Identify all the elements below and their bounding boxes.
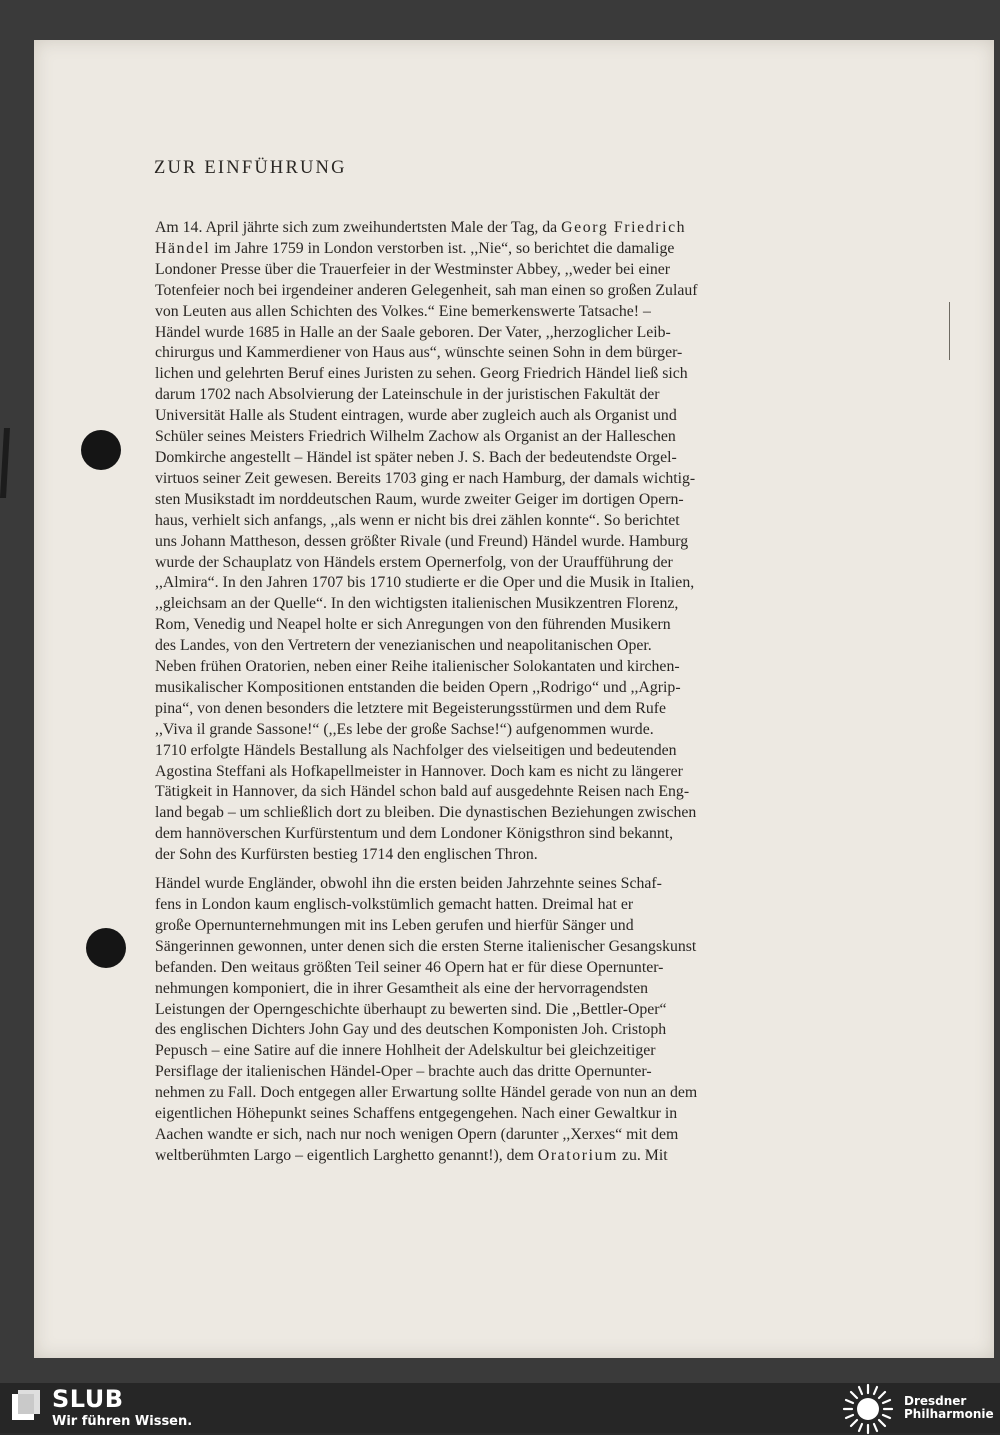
text-line: Aachen wandte er sich, nach nur noch wenigen Opern (darunter ,,Xerxes“ mit dem [155,1125,679,1143]
text-line: Totenfeier noch bei irgendeiner anderen Gelegenheit, sah man einen so großen Zulauf [155,281,698,299]
text-line: Tätigkeit in Hannover, da sich Händel schon bald auf ausgedehnte Reisen nach Eng- [155,783,690,801]
spaced-emphasis: Oratorium [537,1146,619,1164]
text-line: Händel wurde 1685 in Halle an der Saale geboren. Der Vater, ,,herzoglicher Leib- [155,323,671,341]
text-line: große Opernunternehmungen mit ins Leben gerufen und hierfür Sänger und [155,916,634,934]
paragraph-gap [155,866,824,874]
text-line: musikalischer Kompositionen entstanden die beiden Opern ,,Rodrigo“ und ,,Agrip- [155,678,681,696]
text-line: Universität Halle als Student eintragen, wurde aber zugleich auch als Organist und [155,407,677,425]
text-line: pina“, von denen besonders die letztere mit Begeisterungsstürmen und dem Rufe [155,699,667,717]
text-line: virtuos seiner Zeit gewesen. Bereits 1703 ging er nach Hamburg, der damals wichtig- [155,469,696,487]
text-line: ,,Almira“. In den Jahren 1707 bis 1710 studierte er die Oper und die Musik in Italien, [155,574,695,592]
text-line: Persiflage der italienischen Händel-Oper – brachte auch das dritte Opernunter- [155,1063,652,1081]
document-page [34,40,994,1358]
text-line: lichen und gelehrten Beruf eines Juristen zu sehen. Georg Friedrich Händel ließ sich [155,365,688,383]
torn-edge [0,428,10,498]
punch-hole-top [81,430,121,470]
philharmonie-logo-icon[interactable] [842,1383,894,1435]
text-line: Sängerinnen gewonnen, unter denen sich die ersten Sterne italienischer Gesangskunst [155,937,697,955]
partner-name-line2: Philharmonie [904,1407,994,1421]
text-line: Schüler seines Meisters Friedrich Wilhelm Zachow als Organist an der Halleschen [155,428,676,446]
text-line: sten Musikstadt im norddeutschen Raum, wurde zweiter Geiger im dortigen Opern- [155,490,684,508]
spaced-emphasis: Händel [155,239,211,257]
text-line: Leistungen der Operngeschichte überhaupt zu bewerten sind. Die ,,Bettler-Oper“ [155,1000,667,1018]
text-line: Pepusch – eine Satire auf die innere Hohlheit der Adelskultur bei gleichzeitiger [155,1042,656,1060]
text-line: chirurgus und Kammerdiener von Haus aus“, wünschte seinen Sohn in dem bürger- [155,344,683,362]
text-line: Londoner Presse über die Trauerfeier in der Westminster Abbey, ,,weder bei einer [155,260,671,278]
footer-bar [0,1383,1000,1433]
text-line: von Leuten aus allen Schichten des Volkes.“ Eine bemerkenswerte Tatsache! – [155,302,651,320]
text-line: darum 1702 nach Absolvierung der Lateinschule in der juristischen Fakultät der [155,386,660,404]
text-line: Neben frühen Oratorien, neben einer Reihe italienischer Solokantaten und kirchen- [155,658,680,676]
text-line: nehmen zu Fall. Doch entgegen aller Erwartung sollte Händel gerade von nun an dem [155,1084,698,1102]
text-line: dem hannöverschen Kurfürstentum und dem Londoner Königsthron sind bekannt, [155,825,674,843]
text-line: Am 14. April jährte sich zum zweihundertsten Male der Tag, da Georg Friedrich [155,219,687,236]
margin-mark [949,302,950,360]
text-line: des englischen Dichters John Gay und des deutschen Komponisten Joh. Cristoph [155,1021,667,1039]
text-line: ,,gleichsam an der Quelle“. In den wichtigsten italienischen Musikzentren Florenz, [155,595,679,613]
paragraph [155,218,824,866]
library-tagline: Wir führen Wissen. [52,1414,193,1429]
text-line: wurde der Schauplatz von Händels erstem Opernerfolg, von der Uraufführung der [155,553,673,571]
text-line: Agostina Steffani als Hofkapellmeister in Hannover. Doch kam es nicht zu längerer [155,762,683,780]
text-line: Rom, Venedig und Neapel holte er sich Anregungen von den führenden Musikern [155,616,671,634]
body-text [155,218,824,1167]
partner-name[interactable] [904,1395,994,1421]
text-line: haus, verhielt sich anfangs, ,,als wenn er nicht bis drei zählen konnte“. So berichtet [155,511,680,529]
spaced-emphasis: Georg Friedrich [561,219,687,236]
partner-name-line1: Dresdner [904,1394,967,1408]
punch-hole-bottom [86,928,126,968]
text-line: nehmungen komponiert, die in ihrer Gesamtheit als eine der hervorragendsten [155,979,649,997]
page-title: ZUR EINFÜHRUNG [154,158,347,178]
text-line: des Landes, von den Vertretern der venezianischen und neapolitanischen Oper. [155,637,652,655]
text-line: befanden. Den weitaus größten Teil seiner 46 Opern hat er für diese Opernunter- [155,958,664,976]
text-line: eigentlichen Höhepunkt seines Schaffens entgegengehen. Nach einer Gewaltkur in [155,1105,678,1123]
text-line: weltberühmten Largo – eigentlich Larghetto genannt!), dem Oratorium zu. Mit [155,1146,668,1164]
text-line: 1710 erfolgte Händels Bestallung als Nachfolger des vielseitigen und bedeutenden [155,741,677,759]
slub-logo-icon[interactable] [12,1390,40,1420]
text-line: Domkirche angestellt – Händel ist später neben J. S. Bach der bedeutendste Orgel- [155,448,677,466]
text-line: land begab – um schließlich dort zu bleiben. Die dynastischen Beziehungen zwischen [155,804,697,822]
library-name[interactable]: SLUB [52,1385,124,1413]
text-line: der Sohn des Kurfürsten bestieg 1714 den englischen Thron. [155,846,538,864]
text-line: uns Johann Mattheson, dessen größter Rivale (und Freund) Händel wurde. Hamburg [155,532,689,550]
text-line: fens in London kaum englisch-volkstümlich gemacht hatten. Dreimal hat er [155,896,634,913]
text-line: ,,Viva il grande Sassone!“ (,,Es lebe der große Sachse!“) aufgenommen wurde. [155,720,654,738]
text-line: Händel wurde Engländer, obwohl ihn die ersten beiden Jahrzehnte seines Schaf- [155,875,662,893]
paragraph [155,874,824,1167]
text-line: Händel im Jahre 1759 in London verstorben ist. ,,Nie“, so berichtet die damalige [155,239,675,257]
